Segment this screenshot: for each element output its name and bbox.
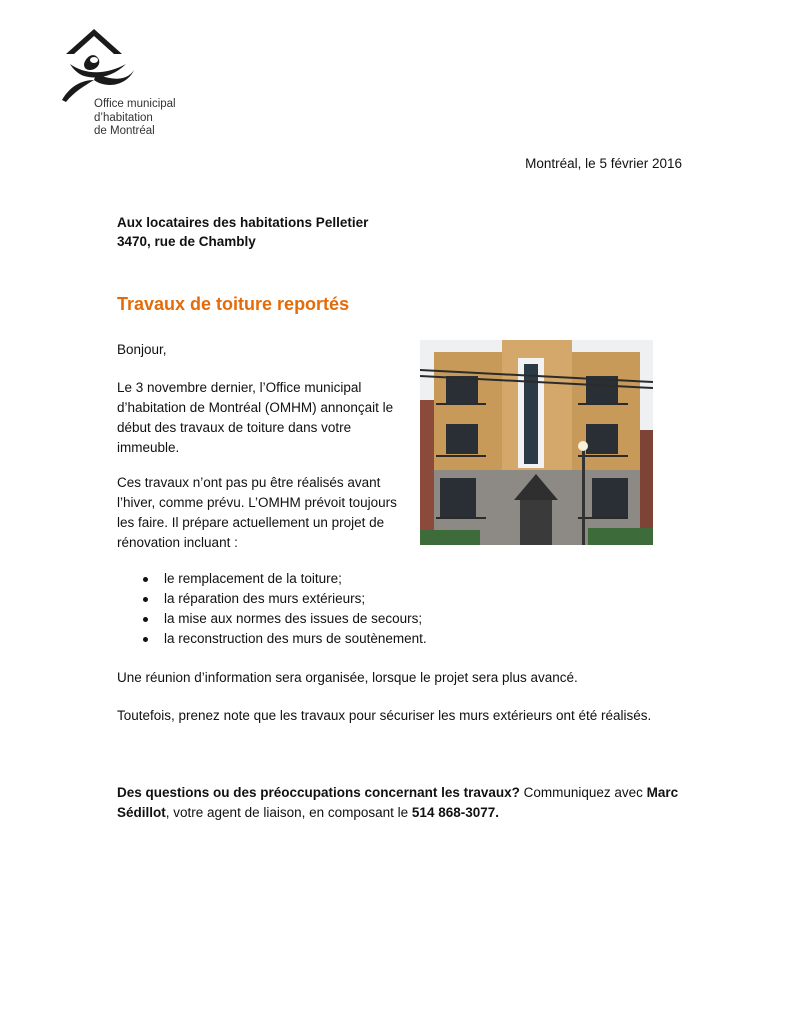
logo-line: Office municipal xyxy=(94,98,176,110)
works-item-text: la mise aux normes des issues de secours; xyxy=(164,611,423,626)
recipient-address: 3470, rue de Chambly xyxy=(117,234,256,249)
bullet-icon xyxy=(143,637,148,642)
contact-text: , votre agent de liaison, en composant le xyxy=(165,805,412,820)
omhm-house-figure-logo-icon xyxy=(56,24,136,104)
works-list-item xyxy=(140,569,427,589)
letter-date: Montréal, le 5 février 2016 xyxy=(525,156,682,171)
intro-paragraph: Le 3 novembre dernier, l’Office municipal d’habitation de Montréal (OMHM) annonçait le début des travaux de toiture dans votre immeuble. xyxy=(117,380,394,455)
bullet-icon xyxy=(143,597,148,602)
works-list-item xyxy=(140,589,427,609)
logo-line: d’habitation xyxy=(94,111,153,124)
works-item-text: le remplacement de la toiture; xyxy=(164,571,342,586)
building-illustration xyxy=(420,340,653,545)
agent-name: Marc Sédillot xyxy=(117,785,679,820)
phone-number: 514 868-3077. xyxy=(411,805,499,820)
logo-line: de Montréal xyxy=(94,125,155,137)
building-photo xyxy=(420,340,653,545)
works-list-item xyxy=(140,629,427,649)
greeting: Bonjour, xyxy=(117,342,167,357)
works-list-item xyxy=(140,609,427,629)
omhm-logo xyxy=(56,24,196,144)
recipient-block xyxy=(117,213,368,251)
note-paragraph: Toutefois, prenez note que les travaux pour sécuriser les murs extérieurs ont été réalisés. xyxy=(117,708,652,723)
delay-paragraph: Ces travaux n’ont pas pu être réalisés avant l’hiver, comme prévu. L’OMHM prévoit toujours les faire. Il prépare actuellement un projet de rénovation incluant : xyxy=(117,475,397,550)
recipient-line: Aux locataires des habitations Pelletier xyxy=(117,215,369,230)
contact-question: Des questions ou des préoccupations concernant les travaux? xyxy=(117,785,520,800)
bullet-icon xyxy=(143,577,148,582)
contact-paragraph xyxy=(117,783,682,823)
works-list xyxy=(140,569,427,649)
meeting-paragraph: Une réunion d’information sera organisée, lorsque le projet sera plus avancé. xyxy=(117,670,578,685)
bullet-icon xyxy=(143,617,148,622)
contact-text: Communiquez avec xyxy=(519,785,647,800)
works-item-text: la reconstruction des murs de soutènement. xyxy=(164,631,427,646)
letter-title: Travaux de toiture reportés xyxy=(117,294,350,314)
logo-wordmark xyxy=(94,98,176,139)
works-item-text: la réparation des murs extérieurs; xyxy=(164,591,366,606)
